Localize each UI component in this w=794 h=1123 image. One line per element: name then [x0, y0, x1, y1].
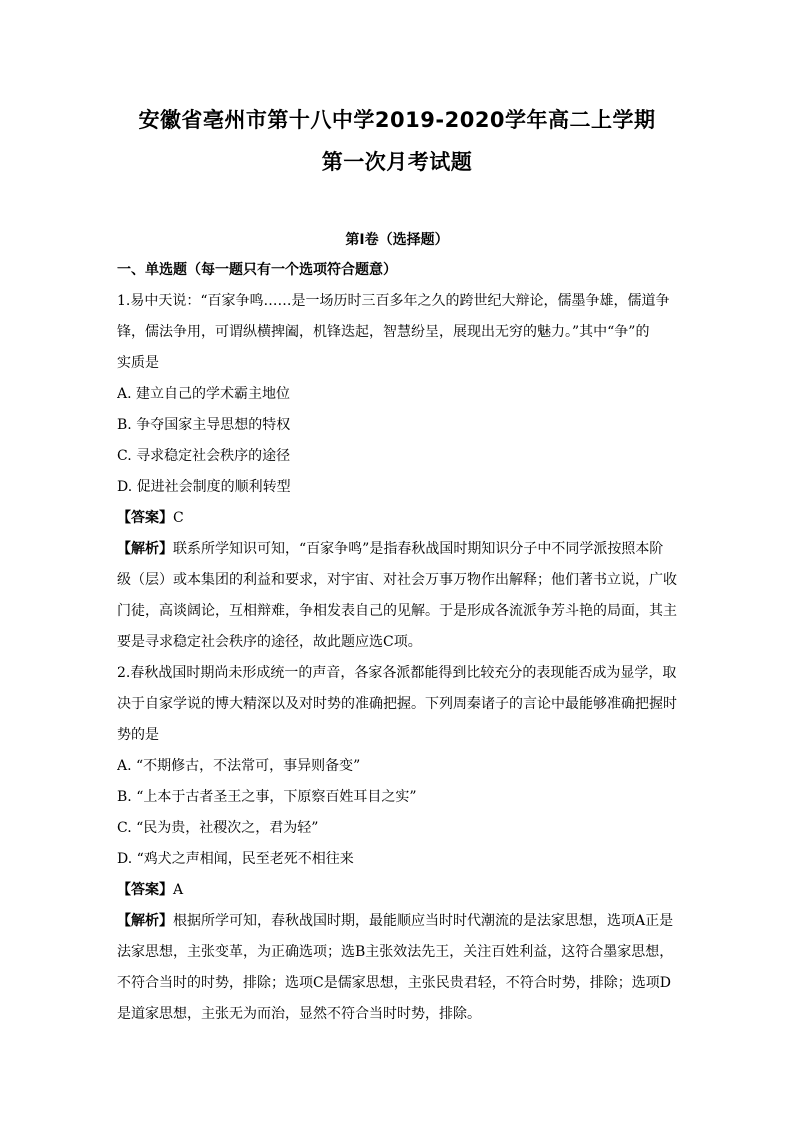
q1-option-c: C. 寻求稳定社会秩序的途径 [117, 448, 291, 464]
q1-stem-line: 实质是 [117, 355, 159, 371]
answer-tag: 【答案】 [117, 882, 173, 898]
q2-analysis-line: 法家思想，主张变革，为正确选项；选B主张效法先王，关注百姓利益，这符合墨家思想， [117, 944, 674, 960]
q2-answer [117, 875, 682, 906]
question-block [117, 255, 682, 1030]
q2-option-d: D. “鸡犬之声相闻，民至老死不相往来 [117, 851, 354, 867]
analysis-text: 根据所学可知，春秋战国时期，最能顺应当时时代潮流的是法家思想，选项A正是 [173, 913, 674, 929]
analysis-text: 联系所学知识可知，“百家争鸣”是指春秋战国时期知识分子中不同学派按照本阶 [173, 541, 664, 557]
q1-stem-line: 1.易中天说：“百家争鸣……是一场历时三百多年之久的跨世纪大辩论，儒墨争雄，儒道争 [117, 293, 670, 309]
document-subtitle: 第一次月考试题 [321, 150, 473, 174]
q1-option-d: D. 促进社会制度的顺利转型 [117, 479, 291, 495]
answer-value: A [173, 882, 184, 898]
document-title: 安徽省亳州市第十八中学2019-2020学年高二上学期 [138, 108, 656, 132]
q1-analysis-line: 级（层）或本集团的利益和要求，对宇宙、对社会万事万物作出解释；他们著书立说，广收 [117, 572, 677, 588]
q2-stem-line: 决于自家学说的博大精深以及对时势的准确把握。下列周秦诸子的言论中最能够准确把握时 [117, 696, 677, 712]
q2-analysis-line: 不符合当时的时势，排除；选项C是儒家思想，主张民贵君轻，不符合时势，排除；选项D [117, 975, 671, 991]
q2-option-c: C. “民为贵，社稷次之，君为轻” [117, 820, 319, 836]
answer-tag: 【答案】 [117, 510, 173, 526]
analysis-tag: 【解析】 [117, 913, 173, 929]
part-heading: 第I卷（选择题） [345, 232, 449, 248]
section-heading: 一、单选题（每一题只有一个选项符合题意） [117, 262, 397, 278]
q2-option-a: A. “不期修古，不法常可，事异则备变” [117, 758, 361, 774]
q1-option-a: A. 建立自己的学术霸主地位 [117, 386, 291, 402]
q2-analysis-line: 是道家思想，主张无为而治，显然不符合当时时势，排除。 [117, 1006, 481, 1022]
q1-analysis-line: 门徒，高谈阔论，互相辩难，争相发表自己的见解。于是形成各流派争芳斗艳的局面，其主 [117, 603, 677, 619]
q1-stem-line: 锋，儒法争用，可谓纵横捭阖，机锋迭起，智慧纷呈，展现出无穷的魅力。”其中“争”的 [117, 324, 650, 340]
analysis-tag: 【解析】 [117, 541, 173, 557]
q2-analysis-line [117, 906, 682, 937]
q2-stem-line: 势的是 [117, 727, 159, 743]
q1-option-b: B. 争夺国家主导思想的特权 [117, 417, 291, 433]
q1-analysis-line: 要是寻求稳定社会秩序的途径，故此题应选C项。 [117, 634, 422, 650]
q1-analysis-line [117, 534, 682, 565]
q2-stem-line: 2.春秋战国时期尚未形成统一的声音，各家各派都能得到比较充分的表现能否成为显学，取 [117, 665, 677, 681]
q2-option-b: B. “上本于古者圣王之事，下原察百姓耳目之实” [117, 789, 417, 805]
q1-answer [117, 503, 682, 534]
answer-value: C [173, 510, 184, 526]
